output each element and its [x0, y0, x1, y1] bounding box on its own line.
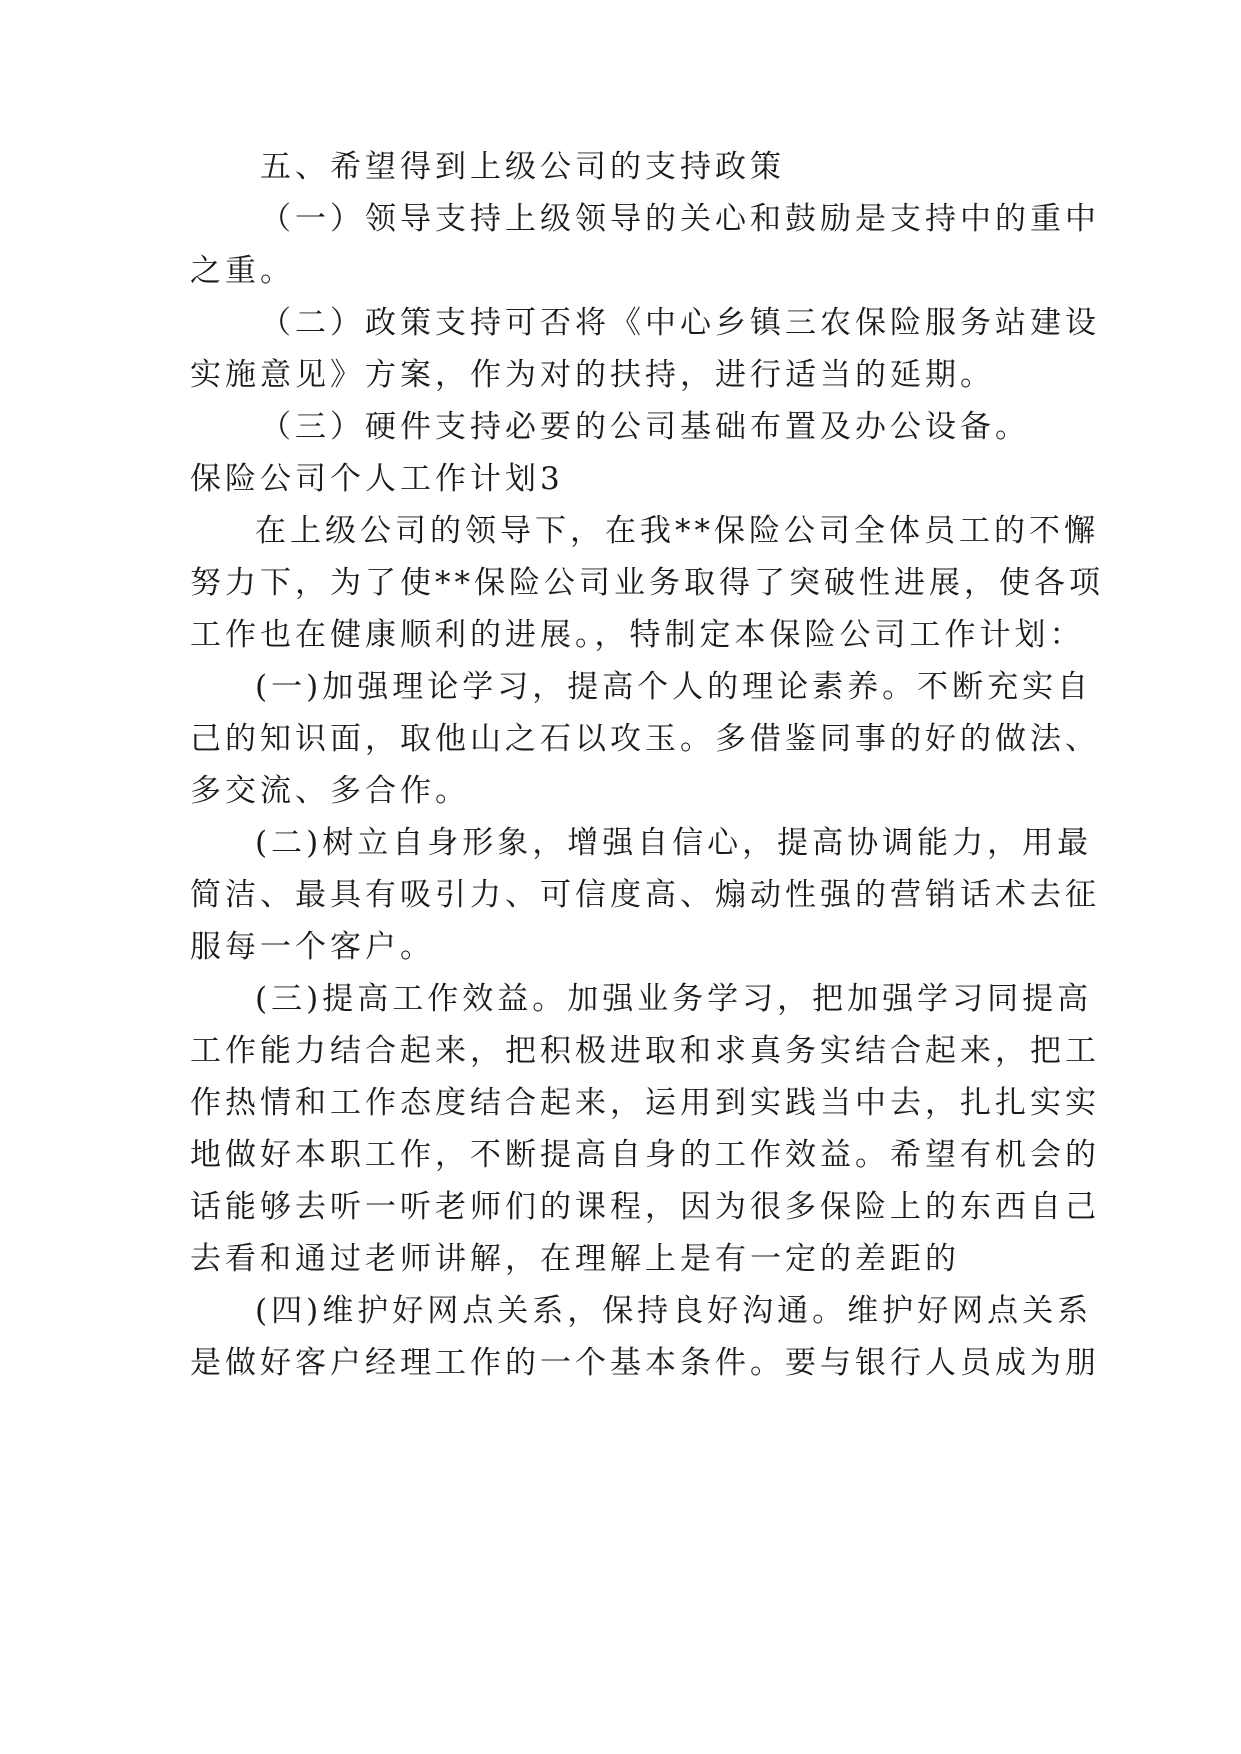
paragraph-line: 努力下，为了使**保险公司业务取得了突破性进展，使各项 — [190, 565, 1104, 601]
paragraph-line: 实施意见》方案，作为对的扶持，进行适当的延期。 — [190, 357, 995, 393]
paragraph-line: 工作能力结合起来，把积极进取和求真务实结合起来，把工 — [190, 1033, 1100, 1069]
paragraph-line: 服每一个客户。 — [190, 929, 435, 965]
paragraph-line: 是做好客户经理工作的一个基本条件。要与银行人员成为朋 — [190, 1345, 1100, 1381]
paragraph-line: 工作也在健康顺利的进展。，特制定本保险公司工作计划： — [190, 617, 1085, 653]
paragraph-line: 之重。 — [190, 253, 295, 289]
paragraph-line: (三)提高工作效益。加强业务学习，把加强学习同提高 — [255, 981, 1093, 1017]
paragraph-line: 话能够去听一听老师们的课程，因为很多保险上的东西自己 — [190, 1189, 1100, 1225]
paragraph-line: （一）领导支持上级领导的关心和鼓励是支持中的重中 — [260, 201, 1100, 237]
document-title: 保险公司个人工作计划3 — [190, 461, 564, 497]
paragraph-line: 简洁、最具有吸引力、可信度高、煽动性强的营销话术去征 — [190, 877, 1100, 913]
paragraph-line: (二)树立自身形象，增强自信心，提高协调能力，用最 — [255, 825, 1093, 861]
section-heading: 五、希望得到上级公司的支持政策 — [260, 149, 785, 185]
paragraph-line: （二）政策支持可否将《中心乡镇三农保险服务站建设 — [260, 305, 1100, 341]
paragraph-line: （三）硬件支持必要的公司基础布置及办公设备。 — [260, 409, 1030, 445]
paragraph-line: (四)维护好网点关系，保持良好沟通。维护好网点关系 — [255, 1293, 1093, 1329]
paragraph-line: 多交流、多合作。 — [190, 773, 470, 809]
paragraph-line: 己的知识面，取他山之石以攻玉。多借鉴同事的好的做法、 — [190, 721, 1100, 757]
paragraph-line: (一)加强理论学习，提高个人的理论素养。不断充实自 — [255, 669, 1093, 705]
paragraph-line: 去看和通过老师讲解，在理解上是有一定的差距的 — [190, 1241, 960, 1277]
paragraph-line: 地做好本职工作，不断提高自身的工作效益。希望有机会的 — [190, 1137, 1100, 1173]
paragraph-line: 作热情和工作态度结合起来，运用到实践当中去，扎扎实实 — [190, 1085, 1100, 1121]
paragraph-line: 在上级公司的领导下，在我**保险公司全体员工的不懈 — [255, 513, 1099, 549]
